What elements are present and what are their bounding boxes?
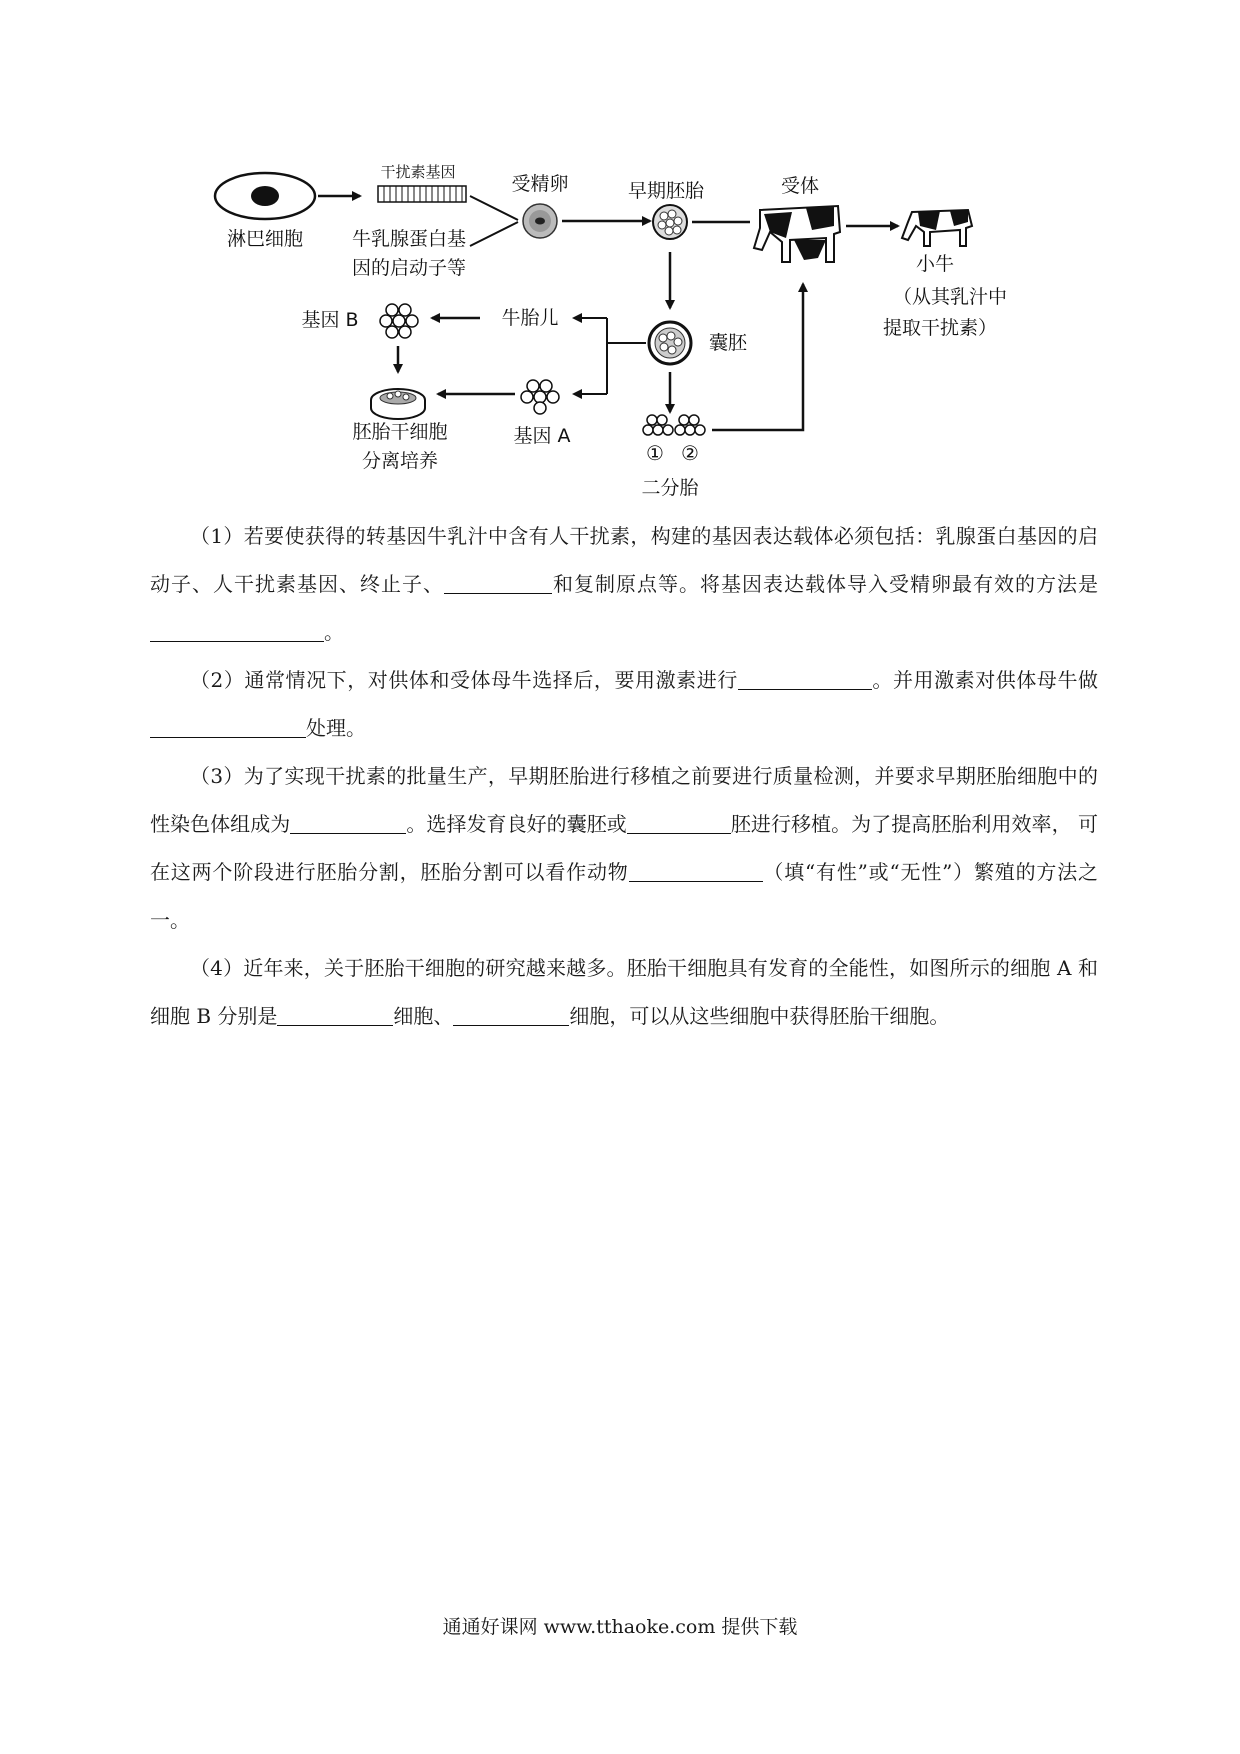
question-4-text-a: （4）近年来，关于胚胎干细胞的研究越来越多。胚胎干细胞具有发育的全能性，如图所示的细胞 A 和细胞 B 分别是 <box>150 956 1098 1028</box>
question-1-text-c: 。 <box>324 620 344 644</box>
promoter-label-1: 牛乳腺蛋白基 <box>351 228 467 250</box>
blastocyst-label: 囊胚 <box>708 332 748 354</box>
recipient-label: 受体 <box>780 175 820 197</box>
recipient-cow-icon <box>754 206 840 262</box>
split-bracket <box>578 318 646 394</box>
question-4-text-b: 细胞、 <box>393 1004 454 1028</box>
twin-embryo-label: 二分胎 <box>641 477 699 499</box>
twin-1-label: ① <box>646 441 664 465</box>
question-4-text-c: 细胞，可以从这些细胞中获得胚胎干细胞。 <box>569 1004 950 1028</box>
answer-blank-3[interactable] <box>738 669 872 690</box>
early-embryo-icon <box>653 205 687 239</box>
question-1-text-b: 和复制原点等。将基因表达载体导入受精卵最有效的方法是 <box>552 572 1098 596</box>
interferon-gene-label: 干扰素基因 <box>380 163 456 181</box>
fetus-label: 牛胎儿 <box>501 307 559 329</box>
arrow-twins-to-recipient <box>712 284 803 430</box>
question-2 <box>150 656 1098 752</box>
gene-b-label: 基因 B <box>301 309 359 331</box>
fertilized-egg-icon <box>523 204 557 238</box>
answer-blank-8[interactable] <box>277 1005 393 1026</box>
blastocyst-icon <box>649 322 691 364</box>
twin-2-label: ② <box>681 441 699 465</box>
gene-segment-icon <box>378 186 466 202</box>
footer-credit: 通通好课网 www.tthaoke.com 提供下载 <box>442 1616 798 1638</box>
fertilized-egg-label: 受精卵 <box>511 173 569 195</box>
cell-a-cluster-icon <box>521 380 559 414</box>
calf-note-1: （从其乳汁中 <box>892 286 1008 308</box>
answer-blank-2[interactable] <box>150 621 324 642</box>
answer-blank-1[interactable] <box>444 573 552 594</box>
question-3 <box>150 752 1098 944</box>
question-2-text-b: 。并用激素对供体母牛做 <box>871 668 1098 692</box>
question-1-text-a: （1）若要使获得的转基因牛乳汁中含有人干扰素，构建的基因表达载体必须包括：乳腺蛋白基因的启动子、人干扰素基因、终止子、 <box>150 524 1098 596</box>
answer-blank-6[interactable] <box>627 813 731 834</box>
calf-icon <box>902 210 972 246</box>
lymph-cell-icon <box>215 173 315 219</box>
cell-b-cluster-icon <box>380 304 418 338</box>
lymph-cell-label: 淋巴细胞 <box>226 228 304 250</box>
merge-lines <box>470 196 518 246</box>
question-2-text-a: （2）通常情况下，对供体和受体母牛选择后，要用激素进行 <box>190 668 738 692</box>
question-3-text-c: 胚进行移植。为了提高胚胎利用效率， 可在这两个阶段进行胚胎分割，胚胎分割可以看作动物 <box>150 812 1099 884</box>
early-embryo-label: 早期胚胎 <box>627 180 705 202</box>
calf-label: 小牛 <box>915 253 955 275</box>
calf-note-2: 提取干扰素） <box>882 317 998 339</box>
answer-blank-7[interactable] <box>629 861 763 882</box>
answer-blank-5[interactable] <box>290 813 406 834</box>
question-3-text-d: （填“有性”或“无性”）繁殖的方法之一。 <box>150 860 1099 932</box>
question-4 <box>150 944 1098 1040</box>
culture-dish-icon <box>371 389 425 419</box>
question-3-text-b: 。选择发育良好的囊胚或 <box>406 812 627 836</box>
question-1 <box>150 512 1098 656</box>
es-culture-label-1: 胚胎干细胞 <box>352 421 448 443</box>
promoter-label-2: 因的启动子等 <box>351 257 467 279</box>
embryo-engineering-diagram <box>0 0 1240 510</box>
es-culture-label-2: 分离培养 <box>361 450 439 472</box>
gene-a-label: 基因 A <box>513 425 571 447</box>
twin-embryo-icon <box>643 415 705 435</box>
answer-blank-9[interactable] <box>453 1005 569 1026</box>
question-3-text-a: （3）为了实现干扰素的批量生产，早期胚胎进行移植之前要进行质量检测，并要求早期胚胎细胞中的性染色体组成为 <box>150 764 1098 836</box>
question-2-text-c: 处理。 <box>306 716 366 740</box>
answer-blank-4[interactable] <box>150 717 306 738</box>
